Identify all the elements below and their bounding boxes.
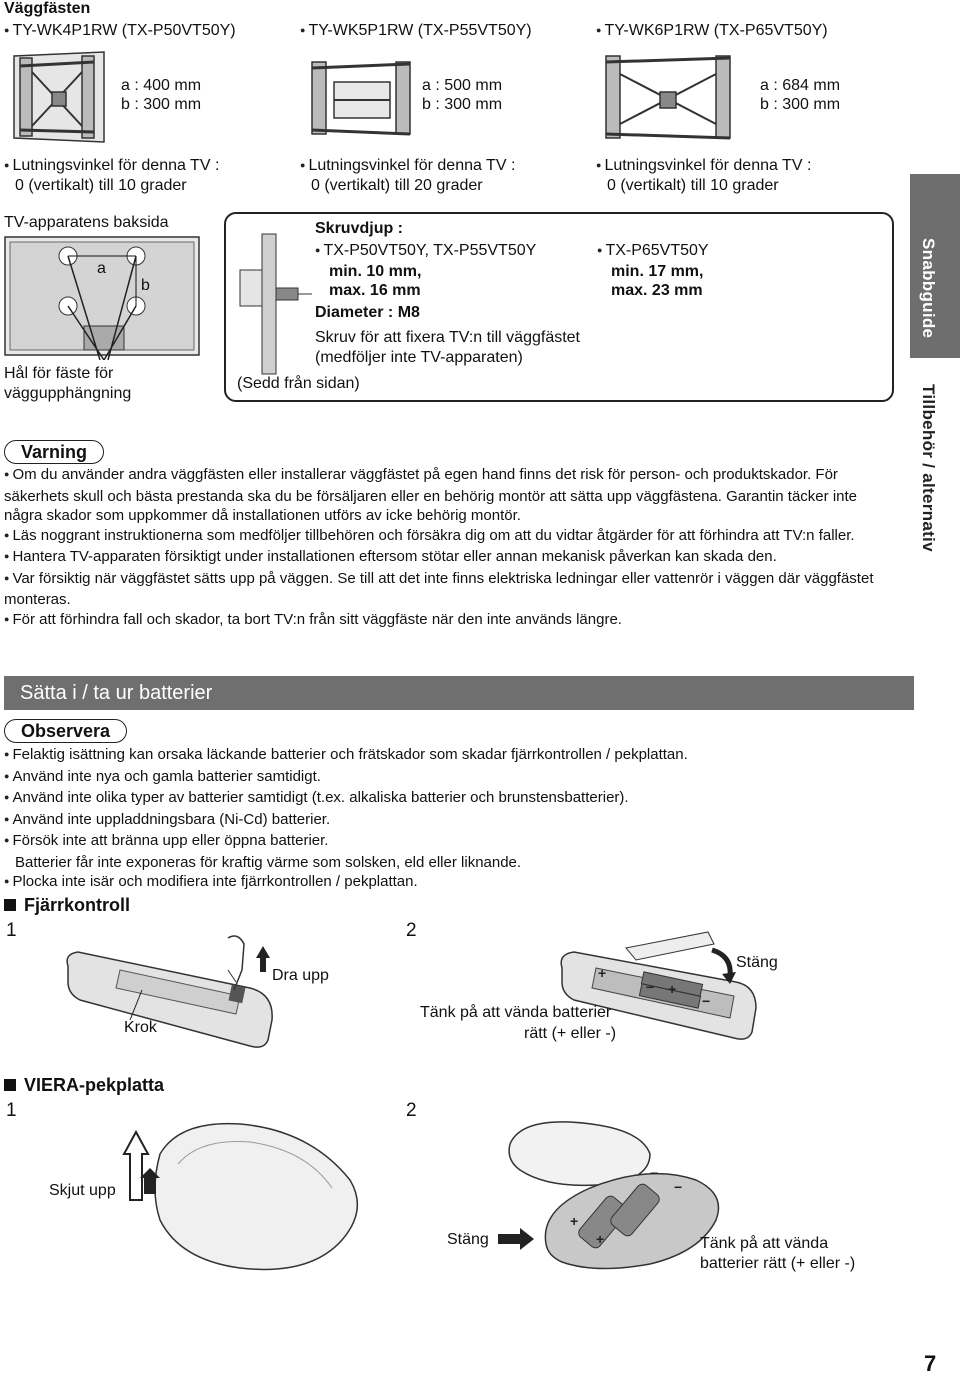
slide-up-label: Skjut upp bbox=[49, 1182, 116, 1199]
remote-step1: 1 bbox=[6, 920, 17, 941]
page-number: 7 bbox=[924, 1351, 937, 1376]
screw-col2-min: min. 17 mm, bbox=[611, 263, 704, 280]
svg-text:−: − bbox=[646, 979, 655, 995]
tv-back-label: TV-apparatens baksida bbox=[4, 214, 169, 231]
observe-title: Observera bbox=[4, 719, 127, 743]
pull-up-label: Dra upp bbox=[272, 967, 329, 984]
tilt-line2-1: 0 (vertikalt) till 10 grader bbox=[15, 177, 187, 194]
observe-item: ● Använd inte nya och gamla batterier samtidigt. bbox=[4, 767, 898, 789]
remote-title-row bbox=[4, 894, 130, 916]
svg-text:−: − bbox=[702, 993, 711, 1009]
screw-col2-max: max. 23 mm bbox=[611, 282, 703, 299]
remote-title: Fjärrkontroll bbox=[24, 895, 131, 915]
model-name-2: ● TY-WK5P1RW (TX-P55VT50Y) bbox=[300, 21, 532, 42]
label-b: b bbox=[141, 277, 150, 294]
warning-list bbox=[4, 465, 898, 631]
dimension-b-2: b : 300 mm bbox=[422, 96, 503, 113]
svg-text:+: + bbox=[596, 1231, 605, 1247]
section-title-batteries: Sätta i / ta ur batterier bbox=[4, 676, 914, 710]
observe-extra: Batterier får inte exponeras för kraftig värme som solsken, eld eller liknande. bbox=[15, 853, 522, 871]
screw-col1-max: max. 16 mm bbox=[329, 282, 421, 299]
warning-item: ● För att förhindra fall och skador, ta bort TV:n från sitt väggfäste när den inte används längre. bbox=[4, 610, 898, 632]
bracket-2-image bbox=[312, 62, 410, 134]
tilt-line1-3: ● Lutningsvinkel för denna TV : bbox=[596, 156, 811, 177]
side-view-label: (Sedd från sidan) bbox=[237, 375, 360, 392]
touchpad-close-label: Stäng bbox=[447, 1231, 489, 1248]
hole-label-line1: Hål för fäste för bbox=[4, 365, 114, 382]
touchpad-polarity-line1: Tänk på att vända bbox=[700, 1235, 829, 1252]
label-a: a bbox=[97, 260, 106, 277]
dimension-b-3: b : 300 mm bbox=[760, 96, 841, 113]
bracket-1-image bbox=[14, 52, 104, 142]
remote-close-label: Stäng bbox=[736, 954, 778, 971]
observe-item: ● Använd inte olika typer av batterier samtidigt (t.ex. alkaliska batterier och brunstensbatterier). bbox=[4, 788, 898, 810]
screw-col1-model: ● TX-P50VT50Y, TX-P55VT50Y bbox=[315, 241, 536, 262]
warning-item: ● Var försiktig när väggfästet sätts upp på väggen. Se till att det inte finns elektriska ledningar eller vattenrör i väggen där väggfästet monteras. bbox=[4, 569, 898, 610]
dimension-b-1: b : 300 mm bbox=[121, 96, 202, 113]
screw-note-line2: (medföljer inte TV-apparaten) bbox=[315, 349, 523, 366]
svg-text:−: − bbox=[650, 1165, 659, 1181]
observe-list bbox=[4, 745, 898, 894]
warning-item: ● Om du använder andra väggfästen eller installerar väggfästet på egen hand finns det risk för person- och produktskador. För säkerhets skull och bästa prestanda ska du be försäljaren eller en behörig montör att sätta upp väggfästena. Garantin täcker inte några skador som uppkommer då installationen utförs av icke behörig montör. bbox=[4, 465, 898, 526]
warning-title: Varning bbox=[4, 440, 104, 464]
pull-up-arrow-icon bbox=[254, 944, 272, 974]
observe-item: ● Använd inte uppladdningsbara (Ni-Cd) batterier. bbox=[4, 810, 898, 832]
tilt-line2-2: 0 (vertikalt) till 20 grader bbox=[311, 177, 483, 194]
remote-polarity-line1: Tänk på att vända batterier bbox=[420, 1004, 612, 1021]
touchpad-step1: 1 bbox=[6, 1100, 17, 1121]
dimension-a-1: a : 400 mm bbox=[121, 77, 202, 94]
touchpad-title-row bbox=[4, 1074, 164, 1096]
tilt-line2-3: 0 (vertikalt) till 10 grader bbox=[607, 177, 779, 194]
touchpad-step2: 2 bbox=[406, 1100, 417, 1121]
hook-label: Krok bbox=[124, 1019, 157, 1036]
screw-note-line1: Skruv för att fixera TV:n till väggfästet bbox=[315, 329, 580, 346]
warning-item: ● Läs noggrant instruktionerna som medföljer tillbehören och försäkra dig om att du vidtar åtgärder för att förhindra att TV:n faller. bbox=[4, 526, 898, 548]
screw-diameter: Diameter : M8 bbox=[315, 304, 420, 321]
section-title-wall-brackets: Väggfästen bbox=[4, 0, 91, 17]
svg-text:+: + bbox=[668, 981, 677, 997]
observe-item: ● Felaktig isättning kan orsaka läckande batterier och frätskador som skadar fjärrkontrollen / pekplattan. bbox=[4, 745, 898, 767]
model-name-3: ● TY-WK6P1RW (TX-P65VT50Y) bbox=[596, 21, 828, 42]
screw-col2-model: ● TX-P65VT50Y bbox=[597, 241, 709, 262]
remote-step2: 2 bbox=[406, 920, 417, 941]
svg-text:−: − bbox=[674, 1179, 683, 1195]
touchpad-title: VIERA-pekplatta bbox=[24, 1075, 165, 1095]
screw-col1-min: min. 10 mm, bbox=[329, 263, 422, 280]
close-right-arrow-icon bbox=[496, 1226, 536, 1252]
observe-item: ● Plocka inte isär och modifiera inte fjärrkontrollen / pekplattan. bbox=[4, 872, 898, 894]
observe-item: ● Försök inte att bränna upp eller öppna batterier. bbox=[4, 831, 898, 853]
svg-text:+: + bbox=[570, 1213, 579, 1229]
tilt-line1-2: ● Lutningsvinkel för denna TV : bbox=[300, 156, 515, 177]
dimension-a-2: a : 500 mm bbox=[422, 77, 503, 94]
svg-text:+: + bbox=[598, 965, 607, 981]
square-bullet-icon bbox=[4, 899, 16, 911]
bracket-3-image bbox=[606, 56, 730, 138]
warning-item: ● Hantera TV-apparaten försiktigt under installationen eftersom stötar eller annan mekanisk påverkan kan skada den. bbox=[4, 547, 898, 569]
dimension-a-3: a : 684 mm bbox=[760, 77, 841, 94]
close-arrow-icon bbox=[708, 946, 738, 986]
tilt-line1-1: ● Lutningsvinkel för denna TV : bbox=[4, 156, 219, 177]
screw-side-view-illustration bbox=[232, 230, 322, 380]
tv-back-illustration bbox=[4, 236, 200, 360]
model-name-1: ● TY-WK4P1RW (TX-P50VT50Y) bbox=[4, 21, 236, 42]
touchpad-polarity-line2: batterier rätt (+ eller -) bbox=[700, 1255, 856, 1272]
screw-depth-title: Skruvdjup : bbox=[315, 220, 404, 237]
side-tab-quick-guide-label: Snabbguide bbox=[919, 238, 938, 339]
remote-polarity-line2: rätt (+ eller -) bbox=[524, 1025, 617, 1042]
square-bullet-icon bbox=[4, 1079, 16, 1091]
side-tab-accessories-label[interactable]: Tillbehör / alternativ bbox=[919, 384, 938, 552]
hole-label-line2: väggupphängning bbox=[4, 385, 132, 402]
slide-up-arrow-icon bbox=[138, 1166, 168, 1196]
